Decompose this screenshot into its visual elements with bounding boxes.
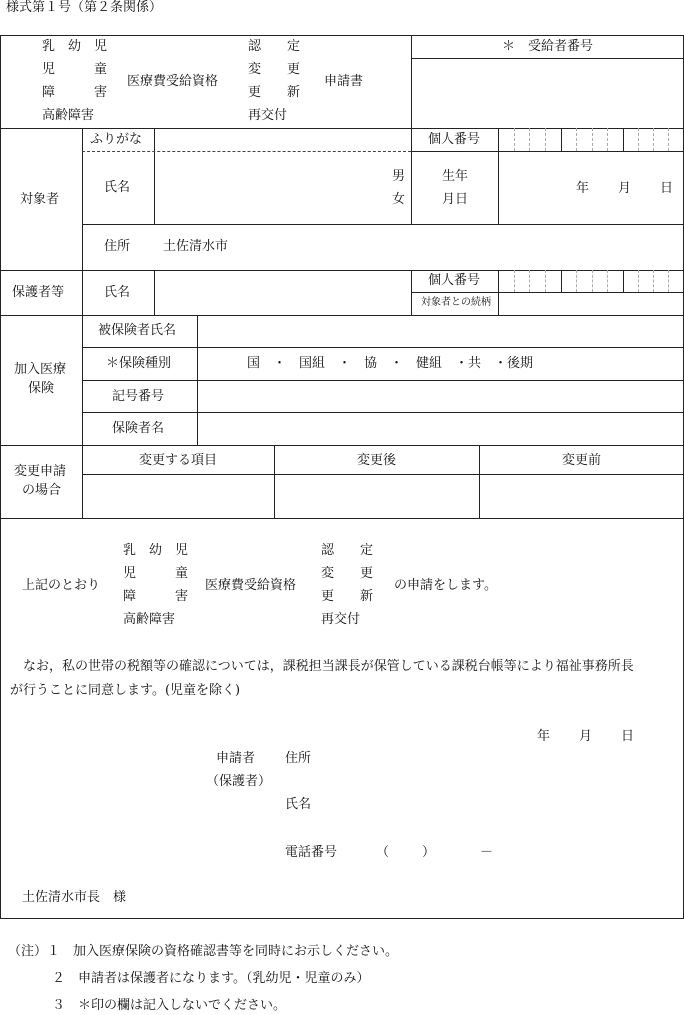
gender-female[interactable]: 女 [392,192,406,207]
recipient-no-field[interactable] [414,62,684,124]
digit-sep [545,270,546,292]
subject-name-field[interactable] [157,157,390,219]
digit-sep [668,128,669,151]
furigana-label: ふりがな [90,132,143,147]
decl-action-reissue: 再交付 [321,612,361,627]
digit-sep [576,128,577,151]
insured-name-field[interactable] [200,318,684,345]
header-type-elderly: 高齢障害 [42,108,95,123]
decl-type-infant: 乳 幼 児 [123,543,189,558]
guardian-name-field[interactable] [157,273,415,311]
subject-field-col-line [154,128,155,224]
subject-personal-no-label: 個人番号 [428,132,481,147]
change-col-item: 変更する項目 [138,453,217,468]
guardian-label-col-line [82,270,83,315]
gender-male[interactable]: 男 [392,169,406,184]
guardian-no-bottom-line [411,292,684,293]
decl-action-change: 変 更 [321,566,374,581]
change-section-label-2: の場合 [22,483,62,498]
change-before-field[interactable] [482,477,684,515]
header-action-change: 変 更 [248,62,301,77]
header-bottom-line [0,128,684,129]
insurance-section-label-1: 加入医療 [14,362,67,377]
insurance-row3-line [82,412,684,413]
header-action-reissue: 再交付 [248,108,288,123]
guardian-section-label: 保護者等 [12,285,65,300]
digit-sep [653,270,654,292]
digit-sep [529,128,530,151]
subject-bottom-line [0,270,684,271]
digit-group-sep [561,270,562,292]
subject-section-label: 対象者 [20,192,60,207]
note-1: （注）１ 加入医療保険の資格確認書等を同時にお示しください。 [8,944,399,959]
applicant-name-label: 氏名 [285,797,312,812]
birth-label-line2: 月日 [442,192,469,207]
consent-line-2: が行うことに同意します。(児童を除く) [10,683,241,698]
table-border-left [0,35,1,919]
address-top-line [82,224,684,225]
digit-sep [668,270,669,292]
note-2: ２ 申請者は保護者になります。（乳幼児・児童のみ） [52,971,370,986]
guardian-field-col-line [154,270,155,315]
digit-sep [638,270,639,292]
applicant-address-field[interactable] [318,747,666,769]
guardian-name-label: 氏名 [104,285,131,300]
digit-sep [607,128,608,151]
decl-action-renew: 更 新 [321,589,374,604]
furigana-field[interactable] [157,130,415,149]
decl-type-disability: 障 害 [123,589,189,604]
change-item-field[interactable] [85,477,278,515]
header-type-child: 児 童 [42,62,108,77]
guardian-relation-field[interactable] [501,294,684,313]
digit-sep [529,270,530,292]
digit-sep [638,128,639,151]
subject-name-label: 氏名 [104,180,131,195]
birth-label-col-line [498,128,499,224]
subject-address-value[interactable]: 土佐清水市 [163,239,229,254]
table-border-bottom [0,918,684,919]
consent-line-1: なお，私の世帯の税額等の確認については，課税担当課長が保管している課税台帳等により福祉事務所長 [10,659,634,674]
phone-paren-close: ） [422,845,436,860]
guardian-relation-label: 対象者との続柄 [421,297,491,308]
header-action-certify: 認 定 [248,39,301,54]
birth-day-unit: 日 [660,181,674,196]
insurance-row1-line [82,347,684,348]
digit-sep [576,270,577,292]
change-section-label-1: 変更申請 [14,464,67,479]
digit-group-sep [561,128,562,151]
personal-no-bottom-line [411,151,684,152]
applicant-name-field[interactable] [318,793,666,815]
date-month-unit: 月 [579,729,593,744]
insurance-row2-line [82,380,684,381]
furigana-dashed-line [82,151,411,152]
symbol-no-field[interactable] [200,383,684,410]
insurance-type-label: ＊保険種別 [106,356,172,371]
addressee: 土佐清水市長 様 [22,890,127,905]
decl-suffix: の申請をします。 [394,578,497,593]
digit-sep [545,128,546,151]
digit-sep [607,270,608,292]
decl-subject: 医療費受給資格 [205,578,297,593]
phone-dash: － [480,845,494,860]
insurer-name-field[interactable] [200,415,684,442]
decl-action-certify: 認 定 [321,543,374,558]
guardian-personal-no-label: 個人番号 [428,273,481,288]
header-type-infant: 乳 幼 児 [42,39,108,54]
digit-group-sep [623,128,624,151]
digit-sep [653,128,654,151]
insurance-bottom-line [0,445,684,446]
insurance-section-label-2: 保険 [28,381,55,396]
change-col-after: 変更後 [356,453,396,468]
insured-name-label: 被保険者氏名 [98,323,177,338]
change-bottom-line [0,518,684,519]
birth-year-unit: 年 [576,181,590,196]
symbol-no-label: 記号番号 [112,389,165,404]
date-day-unit: 日 [621,729,635,744]
insurer-name-label: 保険者名 [112,421,165,436]
recipient-no-label: ＊ 受給者番号 [501,39,593,54]
change-after-field[interactable] [277,477,483,515]
birth-month-unit: 月 [618,181,632,196]
digit-sep [514,270,515,292]
subject-label-col-line [82,128,83,270]
subject-address-label: 住所 [104,239,131,254]
decl-type-elderly: 高齢障害 [123,612,176,627]
form-number-label: 様式第１号（第２条関係） [6,0,163,15]
header-type-disability: 障 害 [42,85,108,100]
header-doc-type: 申請書 [324,74,364,89]
insurance-type-options[interactable]: 国 ・ 国組 ・ 協 ・ 健組 ・共 ・後期 [247,356,534,371]
applicant-guardian-paren: （保護者） [206,774,272,789]
digit-sep [514,128,515,151]
applicant-address-label: 住所 [285,751,312,766]
decl-prefix: 上記のとおり [22,578,101,593]
applicant-label: 申請者 [216,751,256,766]
guardian-bottom-line [0,315,684,316]
decl-type-child: 児 童 [123,566,189,581]
note-3: ３ ＊印の欄は記入しないでください。 [52,998,287,1013]
date-year-unit: 年 [537,729,551,744]
phone-label: 電話番号 [285,845,338,860]
digit-sep [592,270,593,292]
digit-group-sep [623,270,624,292]
header-action-renew: 更 新 [248,85,301,100]
header-subject: 医療費受給資格 [127,74,219,89]
table-border-top [0,35,684,36]
recipient-no-divider [411,58,684,59]
change-col-before: 変更前 [561,453,601,468]
phone-paren-open: （ [376,845,390,860]
change-header-line [82,474,684,475]
digit-sep [592,128,593,151]
birth-label-line1: 生年 [442,169,469,184]
